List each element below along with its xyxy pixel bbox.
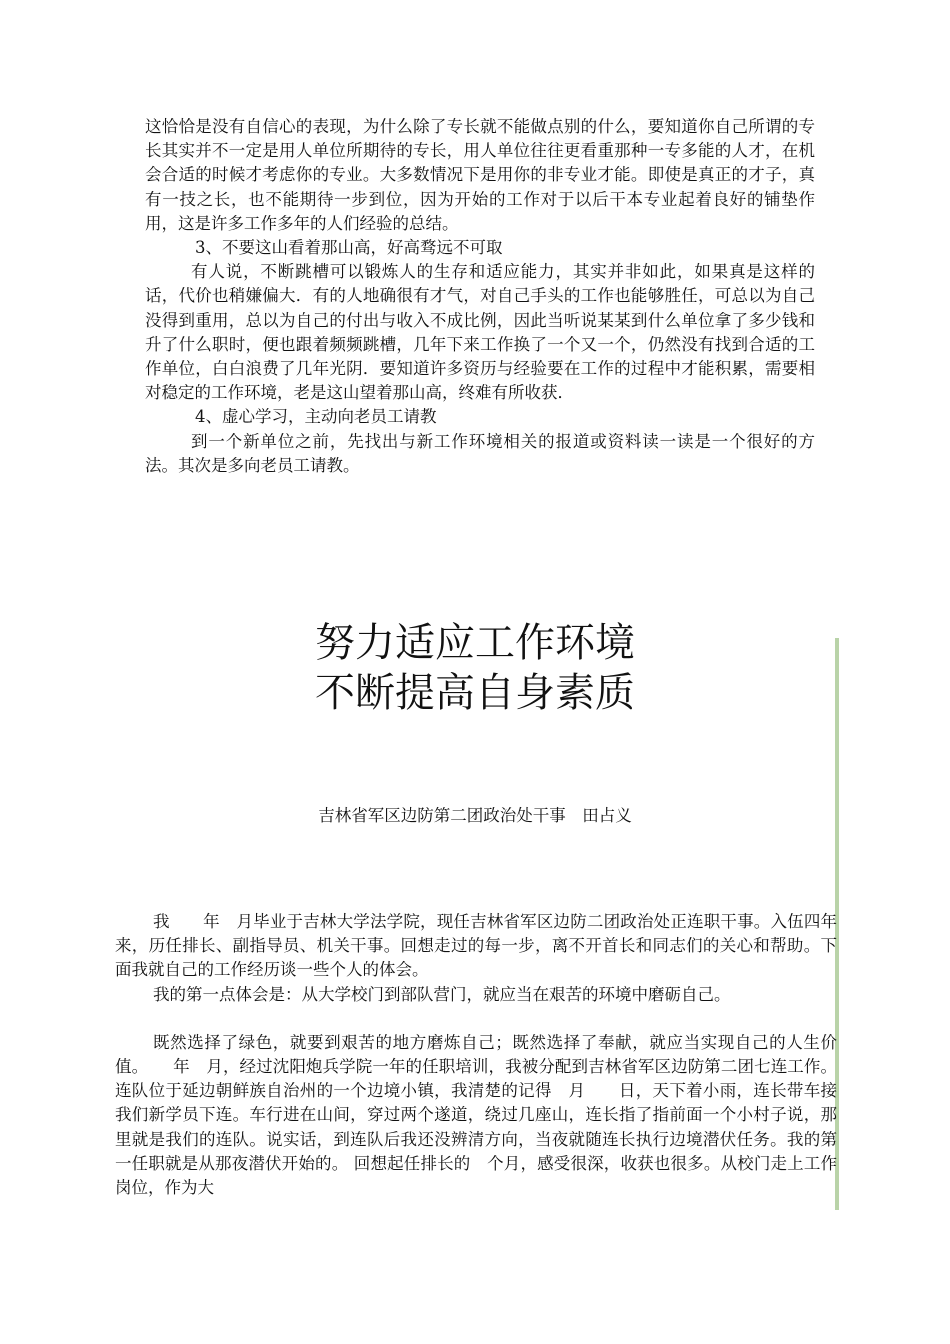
article-title: [0, 618, 950, 718]
section-heading-4: 4、虚心学习，主动向老员工请教: [195, 407, 437, 427]
title-line: 努力适应工作环境: [315, 620, 635, 666]
paragraph: 这恰恰是没有自信心的表现，为什么除了专长就不能做点别的什么，要知道你自己所谓的专长其实并不一定是用人单位所期待的专长，用人单位往往更看重那种一专多能的人才，在机会合适的时候才考虑你的专业。大多数情况下是用你的非专业才能。即使是真正的才子，真有一技之长，也不能期待一步到位，因为开始的工作对于以后干本专业起着良好的铺垫作用，这是许多工作多年的人们经验的总结。: [145, 117, 815, 233]
paragraph: 既然选择了绿色，就要到艰苦的地方磨炼自己；既然选择了奉献，就应当实现自己的人生价值。 年 月，经过沈阳炮兵学院一年的任职培训，我被分配到吉林省军区边防第二团七连工作。连队位于延边朝鲜族自治州的一个边境小镇，我清楚的记得 月 日，天下着小雨，连长带车接我们新学员下连。车行进在山间，穿过两个遂道，绕过几座山，连长指了指前面一个小村子说，那里就是我们的连队。说实话，到连队后我还没辨清方向，当夜就随连长执行边境潜伏任务。我的第一任职就是从那夜潜伏开始的。 回想起任排长的 个月，感受很深，收获也很多。从校门走上工作岗位，作为大: [115, 1032, 837, 1198]
paragraph: 我的第一点体会是：从大学校门到部队营门，就应当在艰苦的环境中磨砺自己。: [153, 984, 731, 1004]
section-heading-3: 3、不要这山看着那山高，好高骛远不可取: [195, 238, 503, 258]
article-byline: 吉林省军区边防第二团政治处干事 田占义: [318, 806, 632, 825]
paragraph-gap: [115, 1007, 837, 1031]
previous-article-section: [145, 115, 815, 478]
paragraph: 有人说，不断跳槽可以锻炼人的生存和适应能力，其实并非如此，如果真是这样的话，代价也稍嫌偏大．有的人地确很有才气，对自己手头的工作也能够胜任，可总以为自己没得到重用，总以为自己的付出与收入不成比例，因此当听说某某到什么单位拿了多少钱和升了什么职时，便也跟着频频跳槽，几年下来工作换了一个又一个，仍然没有找到合适的工作单位，白白浪费了几年光阴．要知道许多资历与经验要在工作的过程中才能积累，需要相对稳定的工作环境，老是这山望着那山高，终难有所收获．: [145, 262, 815, 403]
article-body: [115, 910, 837, 1200]
paragraph: 我 年 月毕业于吉林大学法学院，现任吉林省军区边防二团政治处正连职干事。入伍四年来，历任排长、副指导员、机关干事。回想走过的每一步，离不开首长和同志们的关心和帮助。下面我就自己的工作经历谈一些个人的体会。: [115, 912, 837, 980]
paragraph: 到一个新单位之前，先找出与新工作环境相关的报道或资料读一读是一个很好的方法。其次是多向老员工请教。: [145, 431, 815, 475]
title-line: 不断提高自身素质: [315, 670, 635, 716]
